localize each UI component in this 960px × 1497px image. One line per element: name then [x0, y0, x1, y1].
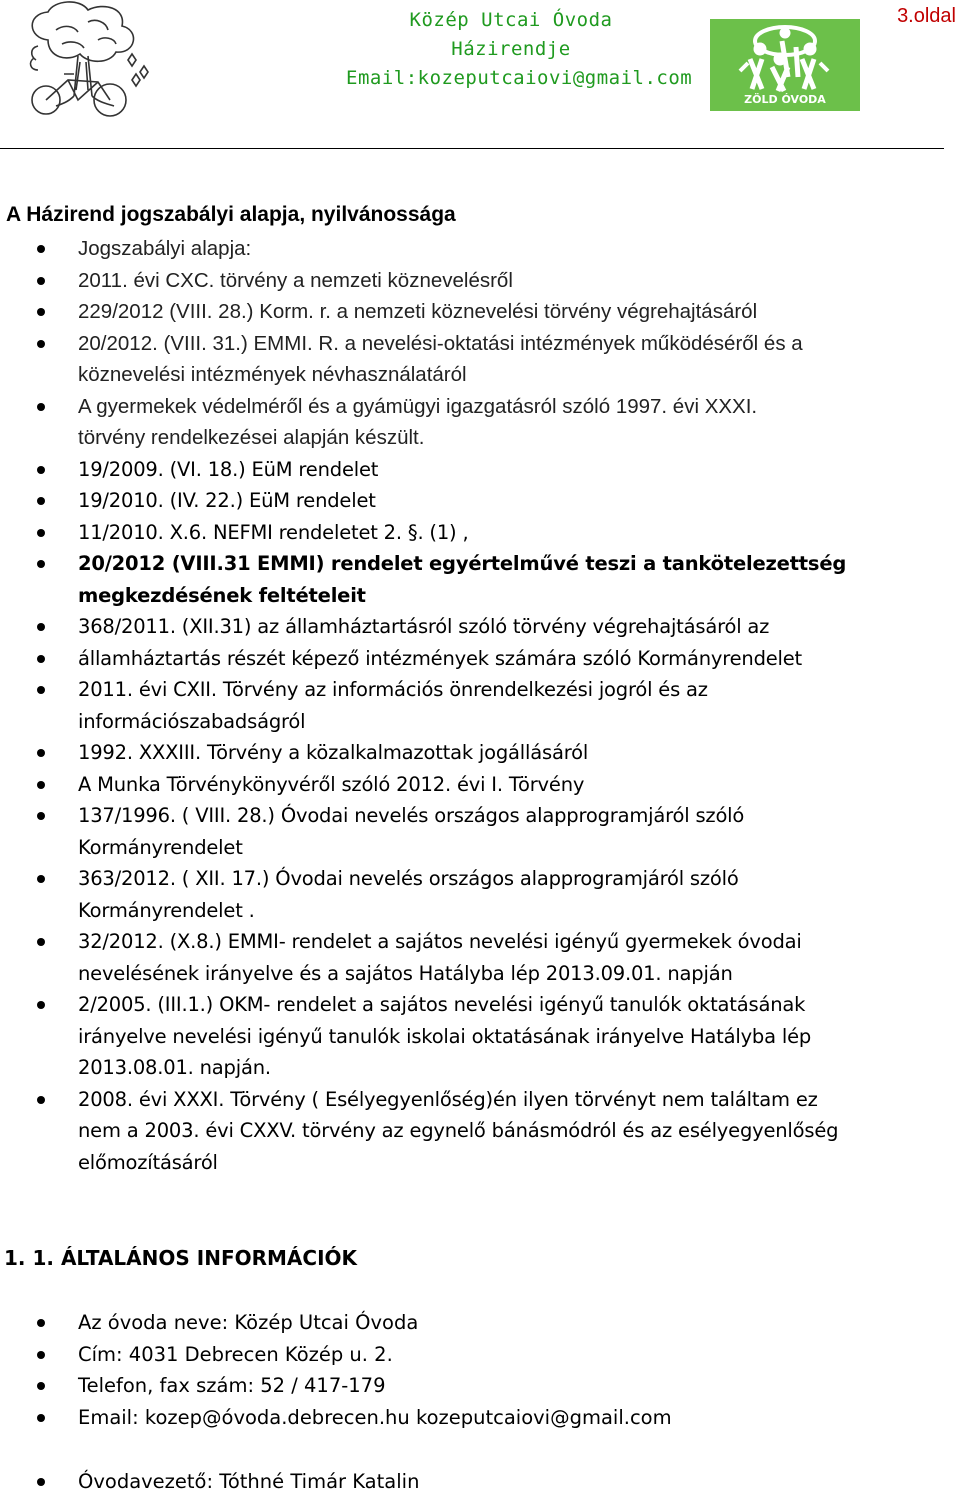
list-item: Óvodavezető: Tóthné Timár Katalin [0, 1466, 950, 1497]
bullet-icon [37, 245, 45, 253]
header-email: Email:kozeputcaiovi@gmail.com [346, 67, 693, 89]
list-item-continuation: megkezdésének feltételeit [78, 583, 366, 607]
list-item: 2011. évi CXC. törvény a nemzeti köznevelésről [0, 265, 950, 297]
list-item-continuation: köznevelési intézmények névhasználatáról [78, 363, 467, 386]
bullet-icon [37, 308, 45, 316]
tree-bicycle-logo-icon [18, 0, 166, 130]
list-item: A Munka Törvénykönyvéről szóló 2012. évi I. Törvény [0, 769, 950, 801]
list-item: 229/2012 (VIII. 28.) Korm. r. a nemzeti köznevelési törvény végrehajtásáról [0, 296, 950, 328]
list-item: 363/2012. ( XII. 17.) Óvodai nevelés országos alapprogramjáról szóló [0, 863, 950, 895]
list-item: 20/2012 (VIII.31 EMMI) rendelet egyértelművé teszi a tankötelezettség [0, 548, 950, 580]
list-item: 2011. évi CXII. Törvény az információs önrendelkezési jogról és az [0, 674, 950, 706]
school-name: Közép Utcai Óvoda [409, 9, 613, 31]
list-item: 11/2010. X.6. NEFMI rendeletet 2. §. (1) , [0, 517, 950, 549]
bullet-icon [37, 1319, 45, 1327]
header-text [346, 6, 693, 93]
bullet-icon [37, 466, 45, 474]
list-item: 2008. évi XXXI. Törvény ( Esélyegyenlőség)én ilyen törvényt nem találtam ez [0, 1084, 950, 1116]
list-item-continuation: 2013.08.01. napján. [78, 1056, 271, 1079]
bullet-icon [37, 277, 45, 285]
bullet-icon [37, 403, 45, 411]
section-title: A Házirend jogszabályi alapja, nyilvánossága [6, 203, 456, 226]
header-divider [0, 148, 944, 149]
bullet-icon [37, 749, 45, 757]
list-item: Az óvoda neve: Közép Utcai Óvoda [0, 1307, 950, 1339]
bullet-icon [37, 812, 45, 820]
bullet-icon [37, 1382, 45, 1390]
list-item-continuation: nem a 2003. évi CXXV. törvény az egynelő bánásmódról és az esélyegyenlőség [78, 1119, 839, 1142]
list-item: 19/2010. (IV. 22.) EüM rendelet [0, 485, 950, 517]
list-item-continuation: információszabadságról [78, 709, 306, 733]
page-number: 3.oldal [897, 5, 956, 27]
bullet-icon [37, 529, 45, 537]
list-item-continuation: törvény rendelkezései alapján készült. [78, 426, 425, 449]
list-item-continuation: Kormányrendelet [78, 835, 243, 859]
list-item: Cím: 4031 Debrecen Közép u. 2. [0, 1339, 950, 1371]
bullet-icon [37, 938, 45, 946]
list-item: 19/2009. (VI. 18.) EüM rendelet [0, 454, 950, 486]
logo-caption: ZÖLD ÓVODA [744, 93, 826, 106]
list-item: 137/1996. ( VIII. 28.) Óvodai nevelés országos alapprogramjáról szóló [0, 800, 950, 832]
bullet-icon [37, 340, 45, 348]
bullet-icon [37, 560, 45, 568]
bullet-icon [37, 686, 45, 694]
list-item: 32/2012. (X.8.) EMMI- rendelet a sajátos nevelési igényű gyermekek óvodai [0, 926, 950, 958]
zold-ovoda-logo-icon [710, 19, 860, 111]
bullet-icon [37, 497, 45, 505]
legal-basis-list [0, 233, 950, 1178]
bullet-icon [37, 1414, 45, 1422]
bullet-icon [37, 875, 45, 883]
list-item: Email: kozep@óvoda.debrecen.hu kozeputcaiovi@gmail.com [0, 1402, 950, 1434]
bullet-icon [37, 1001, 45, 1009]
list-item: A gyermekek védelméről és a gyámügyi igazgatásról szóló 1997. évi XXXI. [0, 391, 950, 423]
list-item-continuation: nevelésének irányelve és a sajátos Hatályba lép 2013.09.01. napján [78, 961, 733, 985]
bullet-icon [37, 781, 45, 789]
document-name: Házirendje [451, 38, 571, 60]
list-item-continuation: irányelve nevelési igényű tanulók iskolai oktatásának irányelve Hatályba lép [78, 1024, 812, 1048]
list-item: Jogszabályi alapja: [0, 233, 950, 265]
list-item: Telefon, fax szám: 52 / 417-179 [0, 1370, 950, 1402]
list-item: 20/2012. (VIII. 31.) EMMI. R. a nevelési-oktatási intézmények működéséről és a [0, 328, 950, 360]
bullet-icon [37, 1478, 45, 1486]
leader-list [0, 1466, 950, 1497]
general-info-title: 1. 1. ÁLTALÁNOS INFORMÁCIÓK [4, 1246, 358, 1270]
list-item: 2/2005. (III.1.) OKM- rendelet a sajátos nevelési igényű tanulók oktatásának [0, 989, 950, 1021]
bullet-icon [37, 623, 45, 631]
bullet-icon [37, 1351, 45, 1359]
general-info-list [0, 1307, 950, 1434]
list-item: 368/2011. (XII.31) az államháztartásról szóló törvény végrehajtásáról az [0, 611, 950, 643]
list-item-continuation: előmozításáról [78, 1150, 218, 1174]
bullet-icon [37, 1096, 45, 1104]
list-item: 1992. XXXIII. Törvény a közalkalmazottak jogállásáról [0, 737, 950, 769]
bullet-icon [37, 655, 45, 663]
list-item-continuation: Kormányrendelet . [78, 898, 255, 922]
list-item: államháztartás részét képező intézmények számára szóló Kormányrendelet [0, 643, 950, 675]
